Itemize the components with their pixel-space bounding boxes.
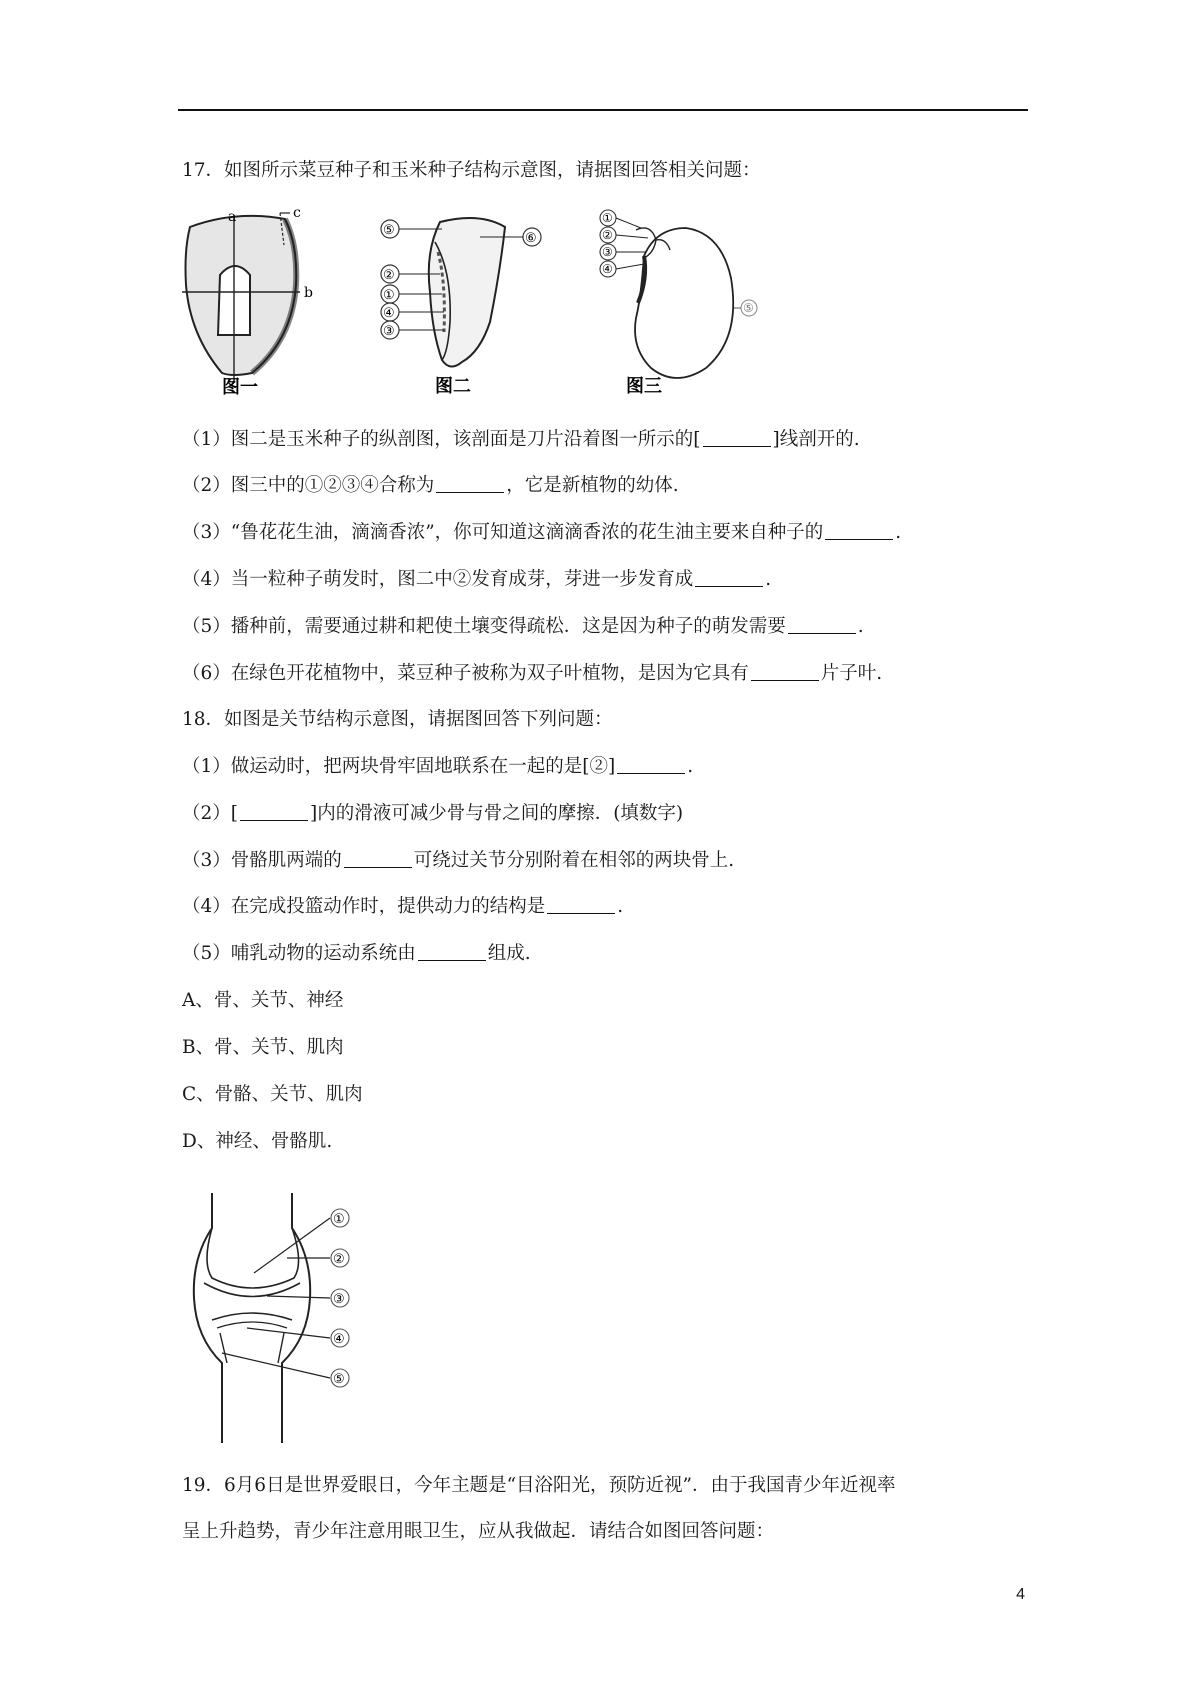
q17-item-6: （6）在绿色开花植物中，菜豆种子被称为双子叶植物，是因为它具有 片子叶. — [182, 663, 883, 684]
answer-blank[interactable] — [703, 428, 771, 447]
figure-bean-seed — [596, 208, 766, 402]
answer-blank[interactable] — [788, 615, 856, 634]
page-number: 4 — [1016, 1586, 1025, 1603]
fig2-label-6: ⑥ — [525, 231, 537, 246]
figure-corn-seed-outline — [180, 205, 320, 401]
q18-stem: 18．如图是关节结构示意图，请据图回答下列问题： — [182, 709, 613, 730]
q18-option-b: B、骨、关节、肌肉 — [182, 1037, 344, 1058]
q17-item-2: （2）图三中的①②③④合称为 ，它是新植物的幼体. — [182, 475, 679, 496]
fig1-label-c: c — [293, 205, 301, 221]
fig1-caption: 图一 — [222, 377, 258, 398]
header-rule — [178, 109, 1028, 111]
q19-line-1: 19．6月6日是世界爱眼日，今年主题是“目浴阳光，预防近视”．由于我国青少年近视率 — [182, 1475, 896, 1496]
q17-item-3: （3）“鲁花花生油，滴滴香浓”，你可知道这滴滴香浓的花生油主要来自种子的 . — [182, 522, 902, 543]
fig3-label-5: ⑤ — [743, 301, 754, 315]
fig3-label-4: ④ — [602, 262, 613, 276]
figure-corn-seed-section — [380, 212, 550, 402]
fig3-label-2: ② — [602, 228, 613, 242]
fig3-label-1: ① — [602, 211, 613, 225]
answer-blank[interactable] — [695, 568, 763, 587]
q17-item-5: （5）播种前，需要通过耕和耙使土壤变得疏松．这是因为种子的萌发需要 . — [182, 616, 864, 637]
figure-joint-structure — [182, 1188, 352, 1448]
answer-blank[interactable] — [617, 755, 685, 774]
fig3-label-3: ③ — [602, 245, 613, 259]
joint-label-4: ④ — [333, 1332, 345, 1347]
q18-option-c: C、骨骼、关节、肌肉 — [182, 1084, 363, 1105]
joint-label-1: ① — [333, 1212, 345, 1227]
fig2-label-1: ① — [383, 288, 395, 303]
answer-blank[interactable] — [344, 849, 412, 868]
joint-label-2: ② — [333, 1252, 345, 1267]
q18-item-3: （3）骨骼肌两端的 可绕过关节分别附着在相邻的两块骨上. — [182, 850, 735, 871]
q17-item-4: （4）当一粒种子萌发时，图二中②发育成芽，芽进一步发育成 . — [182, 569, 772, 590]
q18-option-a: A、骨、关节、神经 — [182, 990, 344, 1011]
joint-label-3: ③ — [333, 1292, 345, 1307]
fig2-label-5: ⑤ — [383, 223, 395, 238]
answer-blank[interactable] — [825, 521, 893, 540]
q19-line-2: 呈上升趋势，青少年注意用眼卫生，应从我做起．请结合如图回答问题： — [182, 1521, 775, 1542]
answer-blank[interactable] — [418, 942, 486, 961]
answer-blank[interactable] — [436, 474, 504, 493]
q18-item-1: （1）做运动时，把两块骨牢固地联系在一起的是[②] . — [182, 756, 694, 777]
fig2-label-4: ④ — [383, 306, 395, 321]
answer-blank[interactable] — [751, 662, 819, 681]
answer-blank[interactable] — [240, 802, 308, 821]
answer-blank[interactable] — [547, 895, 615, 914]
joint-label-5: ⑤ — [333, 1372, 345, 1387]
fig1-label-a: a — [228, 209, 237, 225]
fig2-label-3: ③ — [383, 324, 395, 339]
fig1-label-b: b — [304, 285, 313, 301]
fig3-caption: 图三 — [626, 376, 662, 397]
fig2-caption: 图二 — [435, 376, 471, 397]
q18-option-d: D、神经、骨骼肌. — [182, 1131, 333, 1152]
q18-item-5: （5）哺乳动物的运动系统由 组成. — [182, 943, 531, 964]
q17-item-1: （1）图二是玉米种子的纵剖图，该剖面是刀片沿着图一所示的[ ]线剖开的. — [182, 429, 860, 450]
q18-item-4: （4）在完成投篮动作时，提供动力的结构是 . — [182, 896, 624, 917]
fig2-label-2: ② — [383, 268, 395, 283]
q17-stem: 17．如图所示菜豆种子和玉米种子结构示意图，请据图回答相关问题： — [182, 160, 761, 181]
q18-item-2: （2）[ ]内的滑液可减少骨与骨之间的摩擦．(填数字) — [182, 803, 684, 824]
